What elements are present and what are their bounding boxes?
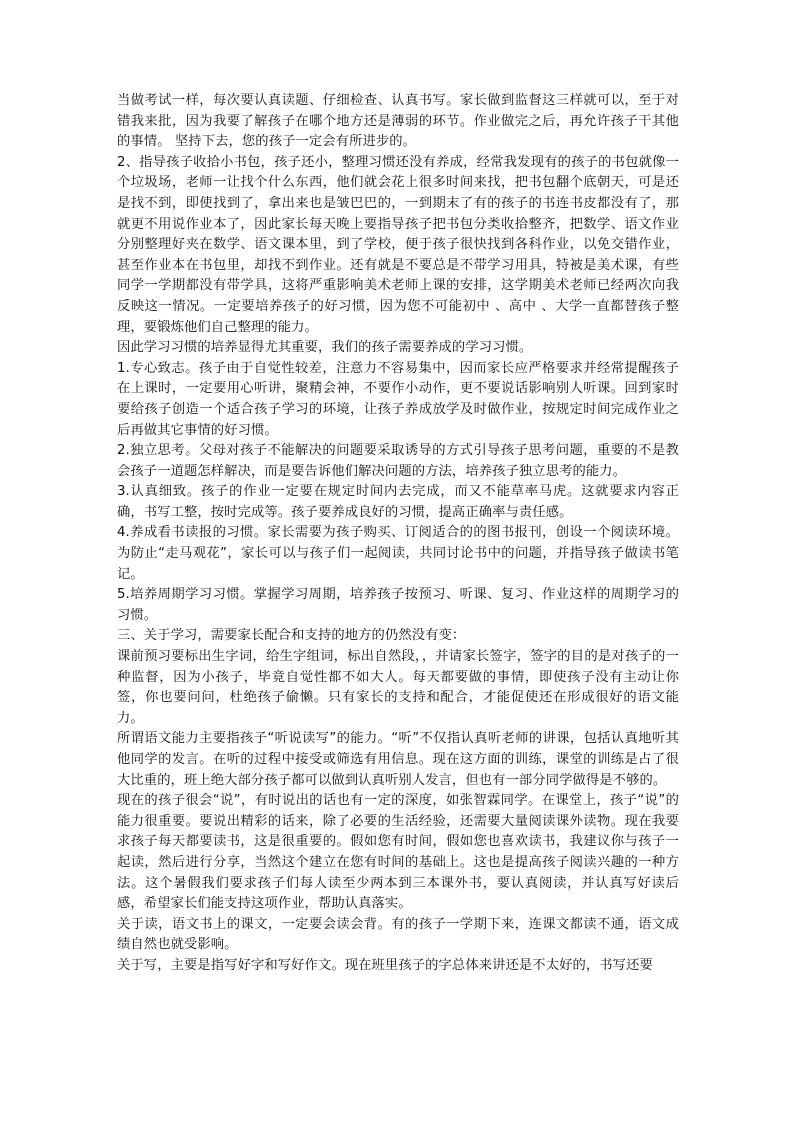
paragraph-homework-supervision: 当做考试一样，每次要认真读题、仔细检查、认真书写。家长做到监督这三样就可以，至于对错我来批，因为我要了解孩子在哪个地方还是薄弱的环节。作业做完之后，再允许孩子干其他的事情。 坚持下去，您的孩子一定会有所进步的。 xyxy=(117,93,679,150)
paragraph-writing: 关于写，主要是指写好字和写好作文。现在班里孩子的字总体来讲还是不太好的，书写还要 xyxy=(117,957,653,973)
paragraph-habit-careful-work: 3.认真细致。孩子的作业一定要在规定时间内去完成，而又不能草率马虎。这就要求内容正确，书写工整，按时完成等。孩子要养成良好的习惯，提高正确率与责任感。 xyxy=(117,484,679,520)
paragraph-schoolbag-organizing: 2、指导孩子收拾小书包，孩子还小，整理习惯还没有养成，经常我发现有的孩子的书包就像一个垃圾场，老师一让找个什么东西，他们就会花上很多时间来找，把书包翻个底朝天，可是还是找不到，即使找到了，拿出来也是皱巴巴的，一到期末了有的孩子的书连书皮都没有了，那就更不用说作业本了，因此家长每天晚上要指导孩子把书包分类收拾整齐，把数学、语文作业分别整理好夹在数学、语文课本里，到了学校，便于孩子很快找到各科作业，以免交错作业，甚至作业本在书包里，却找不到作业。还有就是不要总是不带学习用具，特被是美术课，有些同学一学期都没有带学具，这将严重影响美术老师上课的安排，这学期美术老师已经两次向我反映这一情况。一定要培养孩子的好习惯，因为您不可能初中 、高中 、大学一直都替孩子整理，要锻炼他们自己整理的能力。 xyxy=(117,154,679,335)
paragraph-habit-study-cycle: 5.培养周期学习习惯。掌握学习周期，培养孩子按预习、听课、复习、作业这样的周期学习的习惯。 xyxy=(117,587,679,623)
paragraph-speaking-reading: 现在的孩子很会“说”，有时说出的话也有一定的深度，如张智霖同学。在课堂上，孩子“说”的能力很重要。要说出精彩的话来，除了必要的生活经验，还需要大量阅读课外读物。现在我要求孩子每天都要读书，这是很重要的。假如您有时间，假如您也喜欢读书，我建议你与孩子一起读，然后进行分享，当然这个建立在您有时间的基础上。这也是提高孩子阅读兴趣的一种方法。这个暑假我们要求孩子们每人读至少两本到三本课外书，要认真阅读，并认真写好读后感，希望家长们能支持这项作业，帮助认真落实。 xyxy=(117,793,679,912)
paragraph-habit-focus: 1.专心致志。孩子由于自觉性较差，注意力不容易集中，因而家长应严格要求并经常提醒孩子在上课时，一定要用心听讲，聚精会神，不要作小动作，更不要说话影响别人听课。回到家时要给孩子创造一个适合孩子学习的环境，让孩子养成放学及时做作业，按规定时间完成作业之后再做其它事情的好习惯。 xyxy=(117,360,679,438)
paragraph-study-habits-intro: 因此学习习惯的培养显得尤其重要，我们的孩子需要养成的学习习惯。 xyxy=(117,340,533,356)
paragraph-preview-signature: 课前预习要标出生字词，给生字组词，标出自然段，，并请家长签字，签字的目的是对孩子的一种监督，因为小孩子，毕竟自觉性都不如大人。每天都要做的事情，即使孩子没有主动让你签，你也要问问，杜绝孩子偷懒。只有家长的支持和配合，才能促使还在形成很好的语文能力。 xyxy=(117,649,679,726)
document-page xyxy=(117,91,679,977)
section-heading-parent-support: 三、关于学习，需要家长配合和支持的地方的仍然没有变： xyxy=(117,628,466,644)
paragraph-reading-texts: 关于读，语文书上的课文，一定要会读会背。有的孩子一学期下来，连课文都读不通，语文成绩自然也就受影响。 xyxy=(117,916,679,953)
paragraph-habit-reading: 4.养成看书读报的习惯。家长需要为孩子购买、订阅适合的的图书报刊，创设一个阅读环境。为防止“走马观花”，家长可以与孩子们一起阅读，共同讨论书中的问题，并指导孩子做读书笔记。 xyxy=(117,525,679,582)
paragraph-listening-ability: 所谓语文能力主要指孩子“听说读写”的能力。“听”不仅指认真听老师的讲课，包括认真地听其他同学的发言。在听的过程中接受或筛选有用信息。现在这方面的训练，课堂的训练是占了很大比重的，班上绝大部分孩子都可以做到认真听别人发言，但也有一部分同学做得是不够的。 xyxy=(117,731,679,788)
paragraph-habit-independent-thinking: 2.独立思考。父母对孩子不能解决的问题要采取诱导的方式引导孩子思考问题，重要的不是教会孩子一道题怎样解决，而是要告诉他们解决问题的方法，培养孩子独立思考的能力。 xyxy=(117,443,679,479)
